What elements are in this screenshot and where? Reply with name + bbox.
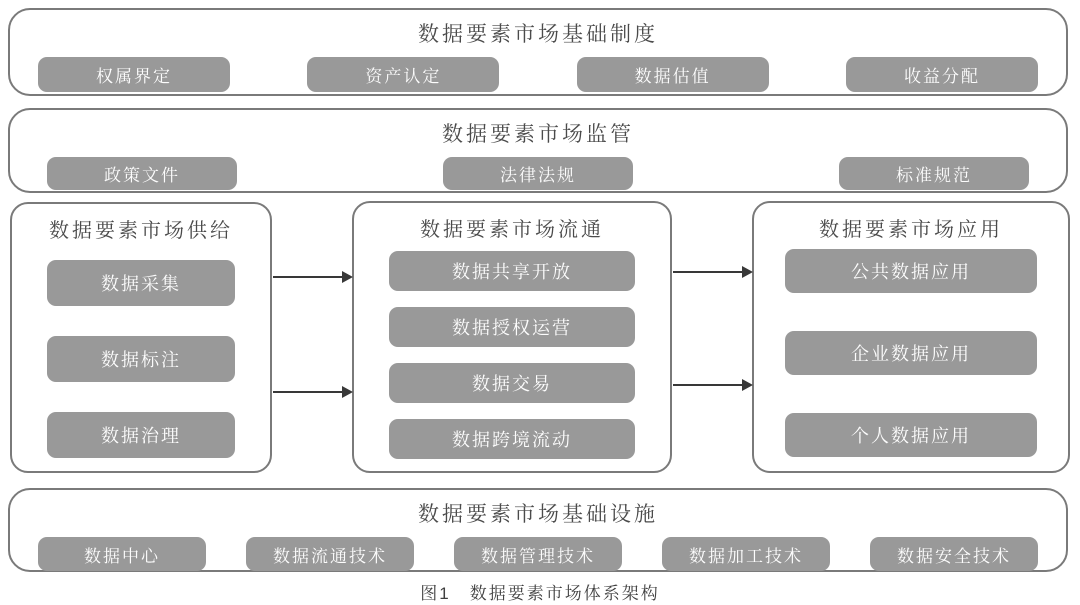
pill-data-security-technology: 数据安全技术 xyxy=(870,537,1038,571)
pill-ownership-definition: 权属界定 xyxy=(38,57,230,92)
pill-data-annotation: 数据标注 xyxy=(47,336,235,382)
infrastructure-band-title: 数据要素市场基础设施 xyxy=(418,503,658,526)
figure-caption: 图1 数据要素市场体系架构 xyxy=(420,584,660,603)
pill-personal-data-application: 个人数据应用 xyxy=(785,413,1037,457)
pill-data-cross-border-flow: 数据跨境流动 xyxy=(389,419,635,459)
pill-data-governance: 数据治理 xyxy=(47,412,235,458)
pill-asset-recognition: 资产认定 xyxy=(307,57,499,92)
supply-to-circulation-arrow-top xyxy=(273,276,351,278)
pill-data-processing-technology: 数据加工技术 xyxy=(662,537,830,571)
regulation-pill-row xyxy=(10,157,1066,190)
application-box xyxy=(752,201,1070,473)
pill-enterprise-data-application: 企业数据应用 xyxy=(785,331,1037,375)
pill-data-sharing-opening: 数据共享开放 xyxy=(389,251,635,291)
circulation-box xyxy=(352,201,672,473)
regulation-band-title: 数据要素市场监管 xyxy=(442,123,634,146)
circulation-box-title: 数据要素市场流通 xyxy=(420,219,604,241)
circulation-to-application-arrow-bottom xyxy=(673,384,751,386)
circulation-pill-column xyxy=(389,251,635,459)
pill-data-valuation: 数据估值 xyxy=(577,57,769,92)
circulation-to-application-arrow-top xyxy=(673,271,751,273)
institution-band-title: 数据要素市场基础制度 xyxy=(418,23,658,46)
supply-pill-column xyxy=(47,260,235,458)
application-pill-column xyxy=(785,249,1037,457)
pill-public-data-application: 公共数据应用 xyxy=(785,249,1037,293)
regulation-band xyxy=(8,108,1068,193)
infrastructure-band xyxy=(8,488,1068,572)
pill-data-collection: 数据采集 xyxy=(47,260,235,306)
pill-data-center: 数据中心 xyxy=(38,537,206,571)
application-box-title: 数据要素市场应用 xyxy=(819,219,1003,241)
pill-revenue-distribution: 收益分配 xyxy=(846,57,1038,92)
pill-data-circulation-technology: 数据流通技术 xyxy=(246,537,414,571)
pill-standards-norms: 标准规范 xyxy=(839,157,1029,190)
institution-pill-row xyxy=(10,57,1066,92)
pill-data-trading: 数据交易 xyxy=(389,363,635,403)
supply-box-title: 数据要素市场供给 xyxy=(49,220,233,242)
pill-data-authorized-operation: 数据授权运营 xyxy=(389,307,635,347)
supply-box xyxy=(10,202,272,473)
institution-band xyxy=(8,8,1068,96)
infrastructure-pill-row xyxy=(10,537,1066,571)
pill-policy-documents: 政策文件 xyxy=(47,157,237,190)
supply-to-circulation-arrow-bottom xyxy=(273,391,351,393)
pill-laws-regulations: 法律法规 xyxy=(443,157,633,190)
pill-data-management-technology: 数据管理技术 xyxy=(454,537,622,571)
